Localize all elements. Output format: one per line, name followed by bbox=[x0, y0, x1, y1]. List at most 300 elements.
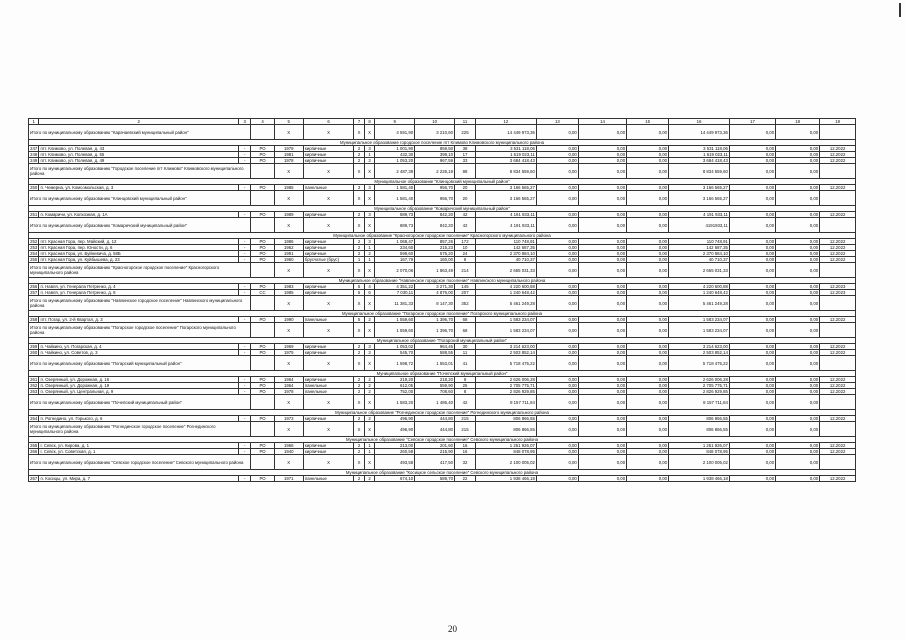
subtotal-row bbox=[29, 218, 856, 233]
table-cell: X bbox=[303, 455, 353, 470]
table-cell: 0,00 bbox=[578, 323, 626, 338]
table-cell: 10 bbox=[415, 119, 455, 125]
table-cell: 1 583 234,07 bbox=[669, 323, 730, 338]
table-cell: 0,00 bbox=[776, 416, 820, 422]
table-cell: 2 bbox=[354, 476, 364, 482]
table-cell: X bbox=[274, 191, 303, 206]
table-cell: 0,00 bbox=[627, 476, 669, 482]
table-cell: 2 bbox=[364, 317, 374, 323]
table-cell: 0,00 bbox=[627, 257, 669, 263]
table-cell: 38 bbox=[455, 146, 476, 152]
table-cell: 8 bbox=[455, 389, 476, 395]
table-cell: - bbox=[238, 383, 251, 389]
table-cell: 0,00 bbox=[776, 344, 820, 350]
table-cell: 4 351,22 bbox=[375, 284, 415, 290]
table-cell: кирпичные bbox=[303, 245, 353, 251]
table-cell: 588,55 bbox=[415, 350, 455, 356]
table-cell: РО bbox=[251, 239, 274, 245]
table-cell: 2 665 031,33 bbox=[669, 263, 730, 278]
table-cell: 1 559,60 bbox=[375, 323, 415, 338]
table-cell: 4 bbox=[251, 119, 274, 125]
table-cell: 0,00 bbox=[536, 245, 578, 251]
table-cell: 33 bbox=[455, 158, 476, 164]
table-cell: 0,00 bbox=[578, 356, 626, 371]
table-cell: 12.2023 bbox=[820, 284, 856, 290]
table-cell: 1983 bbox=[274, 284, 303, 290]
table-cell: 6 bbox=[303, 119, 353, 125]
table-cell: 1991 bbox=[274, 251, 303, 257]
table-cell: 1 938 466,18 bbox=[669, 476, 730, 482]
table-cell: 17 bbox=[455, 152, 476, 158]
table-cell: 0,00 bbox=[776, 125, 820, 140]
table-cell: 1981 bbox=[274, 152, 303, 158]
table-cell: 1 583 234,07 bbox=[476, 317, 537, 323]
table-cell: Муниципальное образование "Клинцовский муниципальный район" bbox=[29, 179, 856, 185]
table-cell: 255 bbox=[30, 257, 38, 262]
table-cell bbox=[251, 218, 274, 233]
table-cell: 4 876,00 bbox=[415, 290, 455, 296]
table-cell: 2 bbox=[354, 158, 364, 164]
table-cell: - bbox=[238, 317, 251, 323]
table-cell: 1969 bbox=[274, 344, 303, 350]
table-cell: 3 bbox=[364, 185, 374, 191]
table-cell: 253 bbox=[30, 245, 38, 250]
table-cell: п. Озерянный, ул. Дорожная, д. 16 bbox=[39, 377, 238, 383]
table-cell: Муниципальное образование "Почепский муниципальный район" bbox=[29, 371, 856, 377]
table-cell: 215,23 bbox=[415, 245, 455, 251]
table-cell: X bbox=[274, 422, 303, 437]
table-cell: 1978 bbox=[274, 158, 303, 164]
table-cell: п. Озерянный, ул. Центральная, д. 9 bbox=[39, 389, 238, 395]
table-cell: 0,00 bbox=[578, 449, 626, 455]
table-cell: Итого по муниципальному образованию "Комаричский муниципальный район" bbox=[29, 218, 251, 233]
table-cell: 25 bbox=[455, 383, 476, 389]
table-cell: г. Севск, ул. Советская, д. 1 bbox=[39, 449, 238, 455]
table-cell: Итого по муниципальному образованию "Севское городское поселение" Севского муниципального района bbox=[29, 455, 251, 470]
table-cell: 0,00 bbox=[729, 245, 775, 251]
table-cell: 496,90 bbox=[375, 416, 415, 422]
table-cell: X bbox=[303, 164, 353, 179]
table-cell: 2 626 006,28 bbox=[669, 377, 730, 383]
table-cell: 4 191 933,11 bbox=[669, 212, 730, 218]
table-cell: - bbox=[238, 449, 251, 455]
table-cell: 0,00 bbox=[578, 218, 626, 233]
table-cell: РО bbox=[251, 416, 274, 422]
table-cell: - bbox=[238, 443, 251, 449]
table-cell: 0,00 bbox=[729, 191, 775, 206]
table-cell: 0,00 bbox=[776, 185, 820, 191]
table-cell: 0,00 bbox=[536, 344, 578, 350]
table-cell: 0,00 bbox=[776, 395, 820, 410]
table-cell: 559,90 bbox=[415, 383, 455, 389]
table-cell: 12.2022 bbox=[820, 245, 856, 251]
table-cell: 0,00 bbox=[729, 422, 775, 437]
table-cell: 2 bbox=[364, 389, 374, 395]
table-cell: 5 718 475,22 bbox=[476, 356, 537, 371]
table-cell: 0,00 bbox=[729, 377, 775, 383]
table-cell: кирпичные bbox=[303, 290, 353, 296]
table-cell: п. Навля, ул. Генерала Петренко, д. 8 bbox=[39, 290, 238, 296]
table-cell: 1 583 234,07 bbox=[669, 317, 730, 323]
table-cell bbox=[251, 191, 274, 206]
table-cell: 0,00 bbox=[729, 158, 775, 164]
table-cell: 2 bbox=[354, 416, 364, 422]
table-cell: 254 bbox=[30, 251, 38, 256]
table-cell: 110 748,91 bbox=[669, 239, 730, 245]
table-cell: 545,70 bbox=[375, 350, 415, 356]
table-cell: 2 370 884,10 bbox=[476, 251, 537, 257]
table-cell: 0,00 bbox=[729, 449, 775, 455]
table-cell: 0,00 bbox=[776, 389, 820, 395]
table-cell: 5 bbox=[354, 317, 364, 323]
table-cell: 267 bbox=[30, 476, 38, 481]
table-cell: 12.2022 bbox=[820, 257, 856, 263]
table-cell: 0,00 bbox=[729, 290, 775, 296]
table-cell: 142 687,35 bbox=[476, 245, 537, 251]
table-cell: 8 834 559,60 bbox=[669, 164, 730, 179]
table-cell: 0,00 bbox=[776, 245, 820, 251]
table-cell: 599,60 bbox=[375, 251, 415, 257]
table-cell: 257 bbox=[30, 290, 38, 295]
table-cell: 1 053,02 bbox=[375, 344, 415, 350]
table-cell: 8 157 711,84 bbox=[476, 395, 537, 410]
table-cell: 8 157 711,84 bbox=[669, 395, 730, 410]
table-cell: 1 068,47 bbox=[375, 239, 415, 245]
table-cell: X bbox=[354, 263, 364, 278]
table-cell: 0,00 bbox=[729, 395, 775, 410]
table-cell: X bbox=[364, 422, 374, 437]
table-cell: 16 bbox=[455, 443, 476, 449]
table-cell: Итого по муниципальному образованию "Почепский муниципальный район" bbox=[29, 395, 251, 410]
table-cell: 18 bbox=[776, 119, 820, 125]
table-cell: 0,00 bbox=[776, 146, 820, 152]
table-cell: 1978 bbox=[274, 389, 303, 395]
table-cell: 1990 bbox=[274, 317, 303, 323]
table-cell: 806 866,55 bbox=[476, 416, 537, 422]
table-cell: 0,00 bbox=[729, 212, 775, 218]
subtotal-row bbox=[29, 164, 856, 179]
table-cell: РО bbox=[251, 317, 274, 323]
table-cell: 0,00 bbox=[729, 257, 775, 263]
table-cell: 213,00 bbox=[375, 443, 415, 449]
table-cell: 0,00 bbox=[627, 350, 669, 356]
table-cell: 12.2022 bbox=[820, 377, 856, 383]
table-cell: РО bbox=[251, 350, 274, 356]
table-cell: 12.2022 bbox=[820, 317, 856, 323]
table-cell: 0,00 bbox=[776, 383, 820, 389]
table-cell: РО bbox=[251, 152, 274, 158]
table-cell: 0,00 bbox=[627, 164, 669, 179]
table-cell: 32 bbox=[455, 455, 476, 470]
table-cell: 15 bbox=[627, 119, 669, 125]
table-cell: 0,00 bbox=[729, 476, 775, 482]
table-cell: 0,00 bbox=[627, 344, 669, 350]
table-cell: - bbox=[238, 185, 251, 191]
table-cell: п. Косицы, ул. Мира, д. 7 bbox=[39, 476, 238, 482]
table-cell: 12.2023 bbox=[820, 290, 856, 296]
table-cell: 2 bbox=[364, 476, 374, 482]
table-cell: 0,00 bbox=[627, 263, 669, 278]
table-cell: 444,80 bbox=[415, 422, 455, 437]
table-cell: 1989 bbox=[274, 212, 303, 218]
table-row bbox=[29, 476, 856, 482]
table-cell: X bbox=[303, 323, 353, 338]
table-cell: 1 bbox=[364, 443, 374, 449]
table-cell: пгт. Погар, ул. 2-й Квартал, д. 3 bbox=[39, 317, 238, 323]
table-cell: 1 240 648,42 bbox=[476, 290, 537, 296]
subtotal-row bbox=[29, 263, 856, 278]
table-cell: 1 bbox=[354, 257, 364, 263]
table-cell: 612,05 bbox=[375, 383, 415, 389]
table-cell: 1 bbox=[364, 257, 374, 263]
table-cell: 0,00 bbox=[729, 146, 775, 152]
table-cell: 3 684 418,43 bbox=[669, 158, 730, 164]
table-cell: 0,00 bbox=[578, 290, 626, 296]
table-cell: X bbox=[354, 356, 364, 371]
table-cell: кирпичные bbox=[303, 239, 353, 245]
table-cell bbox=[820, 164, 856, 179]
table-cell: 215,90 bbox=[415, 449, 455, 455]
table-cell: пгт. Климово, ул. Полевая, д. 43 bbox=[39, 146, 238, 152]
table-cell: 2 bbox=[354, 152, 364, 158]
table-cell: 0,00 bbox=[578, 191, 626, 206]
table-cell: 234,60 bbox=[375, 245, 415, 251]
table-cell: 0,00 bbox=[776, 476, 820, 482]
table-cell: 0,00 bbox=[627, 152, 669, 158]
table-cell: 0,00 bbox=[536, 356, 578, 371]
table-cell: пгт. Климово, ул. Полевая, д. 55 bbox=[39, 152, 238, 158]
table-cell: 0,00 bbox=[578, 350, 626, 356]
table-cell: 22 bbox=[455, 476, 476, 482]
table-cell: 5 bbox=[354, 284, 364, 290]
table-cell: 19 bbox=[820, 119, 856, 125]
table-cell: 2 bbox=[354, 443, 364, 449]
table-cell: 0,00 bbox=[776, 317, 820, 323]
table-cell: 3 214 623,00 bbox=[476, 344, 537, 350]
table-cell: 12.2022 bbox=[820, 350, 856, 356]
table-cell: Муниципальное образование "Красногорское городское поселение" Красногорского муниципального района bbox=[29, 233, 856, 239]
table-cell: X bbox=[354, 164, 364, 179]
table-cell: 2 bbox=[354, 377, 364, 383]
table-cell: 0,00 bbox=[729, 263, 775, 278]
table-cell: - bbox=[238, 146, 251, 152]
table-cell: 0,00 bbox=[536, 395, 578, 410]
table-cell: X bbox=[364, 356, 374, 371]
table-cell: пгт. Красная Гора, ул. Буйневича, д. 58Б bbox=[39, 251, 238, 257]
table-cell: 2 bbox=[354, 383, 364, 389]
table-cell: п. Озерянный, ул. Дорожная, д. 19 bbox=[39, 383, 238, 389]
table-cell: X bbox=[274, 323, 303, 338]
table-cell: 2 bbox=[354, 344, 364, 350]
table-cell: 250 bbox=[30, 185, 38, 190]
table-cell: 0,00 bbox=[729, 317, 775, 323]
table-cell: Итого по муниципальному образованию "Красногорское городское поселение" Красногорского муниципального района bbox=[29, 263, 251, 278]
table-cell: РО bbox=[251, 383, 274, 389]
table-cell: 3 214 623,00 bbox=[669, 344, 730, 350]
table-cell: 3 166 565,27 bbox=[476, 185, 537, 191]
table-cell: Итого по муниципальному образованию "Городское поселение пгт Климово" Климовского муниципального района bbox=[29, 164, 251, 179]
table-cell: 956,70 bbox=[415, 191, 455, 206]
table-cell: 0,00 bbox=[729, 323, 775, 338]
table-cell: кирпичные bbox=[303, 350, 353, 356]
table-cell: 3 210,60 bbox=[415, 125, 455, 140]
table-cell: 24 bbox=[455, 251, 476, 257]
table-cell: 40 710,37 bbox=[669, 257, 730, 263]
table-cell: 0,00 bbox=[627, 125, 669, 140]
table-cell: 1 bbox=[364, 245, 374, 251]
table-cell: кирпичные bbox=[303, 212, 353, 218]
table-cell: 42 bbox=[455, 218, 476, 233]
table-cell: 88 bbox=[455, 164, 476, 179]
table-cell: 0,00 bbox=[729, 455, 775, 470]
table-cell: 8 bbox=[455, 257, 476, 263]
table-cell: 7 bbox=[354, 119, 364, 125]
table-cell: 172 bbox=[455, 239, 476, 245]
table-cell: X bbox=[364, 455, 374, 470]
table-cell: 0,00 bbox=[627, 284, 669, 290]
table-cell: 2 bbox=[354, 389, 364, 395]
table-cell: X bbox=[274, 395, 303, 410]
table-cell: 247 bbox=[30, 146, 38, 151]
table-cell: 1 053,20 bbox=[375, 158, 415, 164]
table-cell: 4 220 600,88 bbox=[669, 284, 730, 290]
table-cell: 9 bbox=[375, 119, 415, 125]
table-cell: кирпичные bbox=[303, 251, 353, 257]
table-cell: - bbox=[238, 245, 251, 251]
table-cell bbox=[251, 263, 274, 278]
table-cell: 42 bbox=[455, 395, 476, 410]
table-cell: РО bbox=[251, 389, 274, 395]
table-cell: 0,00 bbox=[729, 239, 775, 245]
table-cell: 12.2022 bbox=[820, 389, 856, 395]
table-cell: 1960 bbox=[274, 257, 303, 263]
table-cell: 2 bbox=[39, 119, 238, 125]
table-cell: кирпичные bbox=[303, 344, 353, 350]
table-cell: 12.2022 bbox=[820, 416, 856, 422]
table-cell: 1 251 926,07 bbox=[669, 443, 730, 449]
table-cell: 2 705 775,71 bbox=[476, 383, 537, 389]
table-cell: кирпичные bbox=[303, 443, 353, 449]
table-cell: 259 bbox=[30, 344, 38, 349]
table-cell: 0,00 bbox=[536, 443, 578, 449]
table-cell: п. Рогнедино, ул. Горького, д. 6 bbox=[39, 416, 238, 422]
table-cell: 6 bbox=[364, 290, 374, 296]
table-cell: пгт. Красная Гора, ул. Куйбышева, д. 23 bbox=[39, 257, 238, 263]
table-cell: 0,00 bbox=[578, 443, 626, 449]
table-cell: 0,00 bbox=[578, 185, 626, 191]
table-cell: Муниципальное образование "Погарское городское поселение" Погарского муниципального района bbox=[29, 311, 856, 317]
table-cell: 12.2022 bbox=[820, 449, 856, 455]
table-cell: 0,00 bbox=[729, 152, 775, 158]
table-cell: 1 619 023,11 bbox=[476, 152, 537, 158]
table-cell: - bbox=[238, 416, 251, 422]
table-cell: 444,80 bbox=[415, 416, 455, 422]
table-cell: Итого по муниципальному образованию "Рогнединское городское поселение" Рогнединского муниципального района bbox=[29, 422, 251, 437]
table-cell: 0,00 bbox=[776, 290, 820, 296]
table-cell: X bbox=[364, 263, 374, 278]
table-cell: X bbox=[354, 422, 364, 437]
table-cell: панельные bbox=[303, 389, 353, 395]
table-cell: 2 100 005,02 bbox=[669, 455, 730, 470]
table-cell: 0,00 bbox=[729, 416, 775, 422]
table-cell: 0,00 bbox=[729, 383, 775, 389]
table-cell: Муниципальное образование "Рогнединское городское поселение" Рогнединского муниципального района bbox=[29, 410, 856, 416]
table-cell: 264 bbox=[30, 416, 38, 421]
table-cell bbox=[820, 395, 856, 410]
table-cell: - bbox=[238, 377, 251, 383]
table-cell: X bbox=[303, 395, 353, 410]
table-cell: 0,00 bbox=[536, 212, 578, 218]
table-cell: 9 bbox=[455, 377, 476, 383]
table-cell: 260,58 bbox=[375, 449, 415, 455]
table-cell: г. Севск, ул. Кирова, д. 1 bbox=[39, 443, 238, 449]
table-cell: 3 166 565,27 bbox=[476, 191, 537, 206]
table-cell: 1986 bbox=[274, 239, 303, 245]
table-cell: 1 598,72 bbox=[375, 356, 415, 371]
table-cell: 3 bbox=[364, 350, 374, 356]
table-cell: 2 bbox=[364, 416, 374, 422]
table-cell: 0,00 bbox=[729, 350, 775, 356]
table-cell: X bbox=[364, 218, 374, 233]
table-cell: 14 bbox=[578, 119, 626, 125]
table-cell: 266 bbox=[30, 449, 38, 454]
table-cell: 5 bbox=[274, 119, 303, 125]
table-cell: 0,00 bbox=[578, 455, 626, 470]
table-cell: 0,00 bbox=[536, 290, 578, 296]
table-cell: 0,00 bbox=[627, 449, 669, 455]
table-cell: 12.2022 bbox=[820, 251, 856, 257]
table-cell: 11 381,33 bbox=[375, 296, 415, 311]
table-cell: 2 070,06 bbox=[375, 263, 415, 278]
table-cell: 0,00 bbox=[776, 218, 820, 233]
table-cell: 1 559,60 bbox=[375, 317, 415, 323]
table-cell: 2 487,39 bbox=[375, 164, 415, 179]
table-cell: 0,00 bbox=[578, 476, 626, 482]
table-cell: 0,00 bbox=[627, 377, 669, 383]
table-cell: 0,00 bbox=[776, 212, 820, 218]
subtotal-row bbox=[29, 356, 856, 371]
table-cell: 17 bbox=[729, 119, 775, 125]
table-cell: 3 bbox=[238, 119, 251, 125]
table-cell: 0,00 bbox=[578, 245, 626, 251]
table-cell bbox=[251, 296, 274, 311]
table-cell: 589,70 bbox=[415, 476, 455, 482]
table-cell: 4 bbox=[364, 284, 374, 290]
table-cell: 3 bbox=[364, 239, 374, 245]
table-cell: 1 396,70 bbox=[415, 323, 455, 338]
table-cell: 2 226,19 bbox=[415, 164, 455, 179]
table-cell: СС bbox=[251, 290, 274, 296]
table-cell: 848 078,95 bbox=[476, 449, 537, 455]
table-cell bbox=[820, 422, 856, 437]
table-cell: п. Чемерна, ул. Комсомольская, д. 3 bbox=[39, 185, 238, 191]
table-cell: РО bbox=[251, 245, 274, 251]
table-cell: 1 619 023,11 bbox=[669, 152, 730, 158]
table-cell: Муниципальное образование городское поселение пгт Климово Климовского муниципального района bbox=[29, 140, 856, 146]
table-cell: панельные bbox=[303, 317, 353, 323]
table-cell bbox=[820, 191, 856, 206]
table-cell: Итого по муниципальному образованию "Навлинское городское поселение" Навлинского муниципального района bbox=[29, 296, 251, 311]
table-cell: 0,00 bbox=[578, 317, 626, 323]
table-cell: 848 078,95 bbox=[669, 449, 730, 455]
table-cell: X bbox=[303, 356, 353, 371]
table-cell: 0,00 bbox=[776, 191, 820, 206]
table-cell: 0,00 bbox=[627, 416, 669, 422]
table-cell: 0,00 bbox=[536, 284, 578, 290]
table-cell: Итого по муниципальному образованию "Погарский муниципальный район" bbox=[29, 356, 251, 371]
table-cell: Муниципальное образование "Погарский муниципальный район" bbox=[29, 338, 856, 344]
table-cell: 0,00 bbox=[776, 455, 820, 470]
